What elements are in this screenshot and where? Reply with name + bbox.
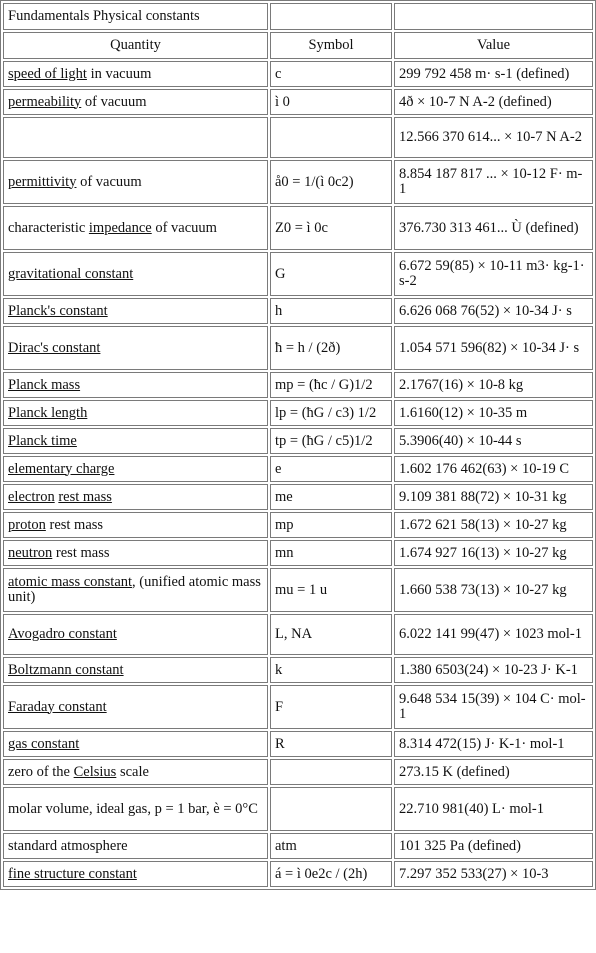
table-row: [3, 372, 593, 398]
quantity-cell: [3, 759, 268, 785]
table-row: [3, 833, 593, 859]
quantity-link[interactable]: gas constant: [8, 735, 80, 752]
symbol-cell: me: [270, 484, 392, 510]
symbol-cell: mp = (ħc / G)1/2: [270, 372, 392, 398]
quantity-cell: [3, 833, 268, 859]
table-row: [3, 731, 593, 757]
quantity-text: molar volume, ideal gas, p = 1 bar, è = 0°C: [8, 800, 258, 817]
quantity-text: rest mass: [52, 544, 110, 561]
table-row: [3, 540, 593, 566]
value-cell: 4ð × 10-7 N A-2 (defined): [394, 89, 593, 115]
value-cell: 9.109 381 88(72) × 10-31 kg: [394, 484, 593, 510]
quantity-text: zero of the: [8, 763, 74, 780]
table-title: Fundamentals Physical constants: [3, 3, 268, 30]
table-row: [3, 206, 593, 250]
value-cell: 1.672 621 58(13) × 10-27 kg: [394, 512, 593, 538]
quantity-cell: [3, 428, 268, 454]
symbol-cell: á = ì 0e2c / (2h): [270, 861, 392, 887]
quantity-cell: [3, 252, 268, 296]
table-row: [3, 117, 593, 158]
quantity-cell: [3, 787, 268, 831]
quantity-link[interactable]: permeability: [8, 93, 82, 110]
empty-cell: [270, 3, 392, 30]
value-cell: 1.674 927 16(13) × 10-27 kg: [394, 540, 593, 566]
quantity-text: of vacuum: [81, 93, 147, 110]
quantity-text: of vacuum: [151, 219, 217, 236]
empty-cell: [394, 3, 593, 30]
quantity-cell: [3, 372, 268, 398]
symbol-cell: Z0 = ì 0c: [270, 206, 392, 250]
table-row: [3, 428, 593, 454]
quantity-text: of vacuum: [76, 173, 142, 190]
quantity-text: in vacuum: [86, 65, 152, 82]
quantity-cell: [3, 456, 268, 482]
symbol-cell: F: [270, 685, 392, 729]
table-row: [3, 861, 593, 887]
table-row: [3, 614, 593, 655]
header-value: Value: [394, 32, 593, 59]
header-quantity: Quantity: [3, 32, 268, 59]
quantity-cell: [3, 540, 268, 566]
table-row: [3, 568, 593, 612]
symbol-cell: [270, 117, 392, 158]
quantity-link[interactable]: impedance: [88, 219, 152, 236]
table-row: [3, 685, 593, 729]
quantity-cell: [3, 117, 268, 158]
symbol-cell: ħ = h / (2ð): [270, 326, 392, 370]
quantity-link[interactable]: electron: [8, 488, 55, 505]
table-row: [3, 326, 593, 370]
symbol-cell: å0 = 1/(ì 0c2): [270, 160, 392, 204]
quantity-link[interactable]: rest mass: [58, 488, 112, 505]
table-row: [3, 61, 593, 87]
quantity-cell: [3, 731, 268, 757]
symbol-cell: ì 0: [270, 89, 392, 115]
quantity-cell: [3, 568, 268, 612]
quantity-link[interactable]: Planck mass: [8, 376, 81, 393]
value-cell: 376.730 313 461... Ù (defined): [394, 206, 593, 250]
quantity-text: rest mass: [45, 516, 104, 533]
quantity-link[interactable]: elementary charge: [8, 460, 115, 477]
quantity-link[interactable]: Celsius: [73, 763, 117, 780]
table-row: [3, 657, 593, 683]
quantity-cell: [3, 484, 268, 510]
table-row: [3, 787, 593, 831]
symbol-cell: [270, 787, 392, 831]
quantity-link[interactable]: permittivity: [8, 173, 77, 190]
quantity-link[interactable]: Planck length: [8, 404, 88, 421]
quantity-text: , (unified atomic mass unit): [8, 574, 261, 605]
value-cell: 1.6160(12) × 10-35 m: [394, 400, 593, 426]
quantity-link[interactable]: Boltzmann constant: [8, 661, 124, 678]
value-cell: 6.672 59(85) × 10-11 m3· kg-1· s-2: [394, 252, 593, 296]
quantity-text: standard atmosphere: [8, 837, 128, 854]
quantity-cell: [3, 206, 268, 250]
value-cell: 1.660 538 73(13) × 10-27 kg: [394, 568, 593, 612]
table-row: [3, 400, 593, 426]
value-cell: 1.602 176 462(63) × 10-19 C: [394, 456, 593, 482]
quantity-link[interactable]: gravitational constant: [8, 265, 134, 282]
quantity-cell: [3, 512, 268, 538]
quantity-link[interactable]: speed of light: [8, 65, 87, 82]
quantity-link[interactable]: Planck's constant: [8, 302, 108, 319]
quantity-link[interactable]: Dirac's constant: [8, 339, 101, 356]
value-cell: 1.380 6503(24) × 10-23 J· K-1: [394, 657, 593, 683]
table-body: [3, 61, 593, 887]
symbol-cell: [270, 759, 392, 785]
value-cell: 22.710 981(40) L· mol-1: [394, 787, 593, 831]
table-row: [3, 484, 593, 510]
table-row: [3, 298, 593, 324]
title-row: [3, 3, 593, 30]
quantity-text: scale: [116, 763, 149, 780]
quantity-cell: [3, 326, 268, 370]
value-cell: 273.15 K (defined): [394, 759, 593, 785]
table-row: [3, 456, 593, 482]
table-row: [3, 89, 593, 115]
quantity-text: characteristic: [8, 219, 89, 236]
symbol-cell: h: [270, 298, 392, 324]
symbol-cell: mu = 1 u: [270, 568, 392, 612]
quantity-cell: [3, 61, 268, 87]
quantity-link[interactable]: Avogadro constant: [8, 626, 117, 642]
quantity-cell: [3, 400, 268, 426]
value-cell: 5.3906(40) × 10-44 s: [394, 428, 593, 454]
quantity-link[interactable]: Planck time: [8, 432, 77, 449]
value-cell: 8.854 187 817 ... × 10-12 F· m-1: [394, 160, 593, 204]
value-cell: 9.648 534 15(39) × 104 C· mol-1: [394, 685, 593, 729]
symbol-cell: mp: [270, 512, 392, 538]
value-cell: 12.566 370 614... × 10-7 N A-2: [394, 117, 593, 158]
quantity-link[interactable]: Faraday constant: [8, 698, 107, 715]
header-row: [3, 32, 593, 59]
quantity-link[interactable]: proton: [8, 516, 46, 533]
quantity-cell: [3, 861, 268, 887]
symbol-cell: k: [270, 657, 392, 683]
value-cell: 1.054 571 596(82) × 10-34 J· s: [394, 326, 593, 370]
quantity-cell: [3, 685, 268, 729]
quantity-cell: [3, 614, 268, 655]
symbol-cell: tp = (ħG / c5)1/2: [270, 428, 392, 454]
value-cell: 6.626 068 76(52) × 10-34 J· s: [394, 298, 593, 324]
symbol-cell: G: [270, 252, 392, 296]
quantity-cell: [3, 160, 268, 204]
quantity-cell: [3, 657, 268, 683]
value-cell: 2.1767(16) × 10-8 kg: [394, 372, 593, 398]
value-cell: 6.022 141 99(47) × 1023 mol-1: [394, 614, 593, 655]
value-cell: 101 325 Pa (defined): [394, 833, 593, 859]
quantity-cell: [3, 89, 268, 115]
header-symbol: Symbol: [270, 32, 392, 59]
value-cell: 299 792 458 m· s-1 (defined): [394, 61, 593, 87]
symbol-cell: R: [270, 731, 392, 757]
quantity-cell: [3, 298, 268, 324]
table-row: [3, 512, 593, 538]
value-cell: 8.314 472(15) J· K-1· mol-1: [394, 731, 593, 757]
symbol-cell: c: [270, 61, 392, 87]
symbol-cell: atm: [270, 833, 392, 859]
table-row: [3, 252, 593, 296]
table-row: [3, 160, 593, 204]
quantity-link[interactable]: atomic mass constant: [8, 574, 133, 590]
value-cell: 7.297 352 533(27) × 10-3: [394, 861, 593, 887]
quantity-link[interactable]: fine structure constant: [8, 865, 137, 882]
quantity-link[interactable]: neutron: [8, 544, 53, 561]
symbol-cell: lp = (ħG / c3) 1/2: [270, 400, 392, 426]
table-row: [3, 759, 593, 785]
symbol-cell: mn: [270, 540, 392, 566]
symbol-cell: L, NA: [270, 614, 392, 655]
symbol-cell: e: [270, 456, 392, 482]
